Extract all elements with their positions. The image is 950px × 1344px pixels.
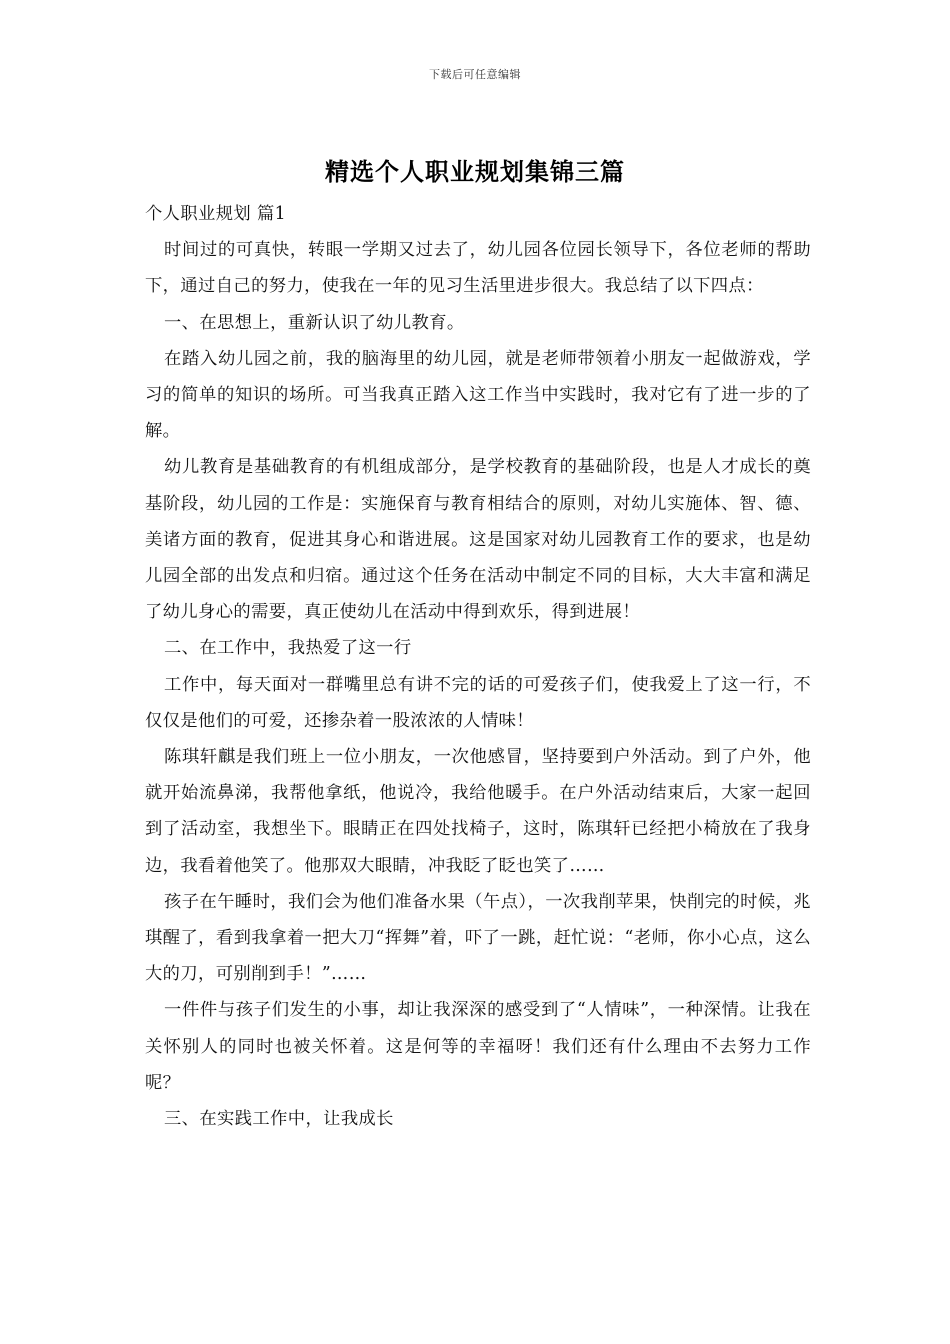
paragraph: 工作中，每天面对一群嘴里总有讲不完的话的可爱孩子们，使我爱上了这一行，不仅仅是他们的可爱，还掺杂着一股浓浓的人情味！ xyxy=(145,674,811,731)
section-heading: 一、在思想上，重新认识了幼儿教育。 xyxy=(164,312,465,333)
section-heading: 二、在工作中，我热爱了这一行 xyxy=(164,638,412,659)
paragraph: 一件件与孩子们发生的小事，却让我深深的感受到了“人情味”，一种深情。让我在关怀别人的同时也被关怀着。这是何等的幸福呀！我们还有什么理由不去努力工作呢？ xyxy=(145,1000,811,1093)
paragraph: 在踏入幼儿园之前，我的脑海里的幼儿园，就是老师带领着小朋友一起做游戏，学习的简单的知识的场所。可当我真正踏入这工作当中实践时，我对它有了进一步的了解。 xyxy=(145,348,811,442)
paragraph: 孩子在午睡时，我们会为他们准备水果（午点），一次我削苹果，快削完的时候，兆琪醒了，看到我拿着一把大刀“挥舞”着，吓了一跳，赶忙说：“老师，你小心点，这么大的刀，可别削到手！”…… xyxy=(145,891,811,985)
document-body xyxy=(145,196,811,1137)
document-subtitle: 个人职业规划 篇1 xyxy=(145,204,287,224)
header-note: 下载后可任意编辑 xyxy=(429,68,521,81)
document-title: 精选个人职业规划集锦三篇 xyxy=(325,157,625,186)
paragraph: 陈琪轩麒是我们班上一位小朋友，一次他感冒，坚持要到户外活动。到了户外，他就开始流鼻涕，我帮他拿纸，他说冷，我给他暖手。在户外活动结束后，大家一起回到了活动室，我想坐下。眼睛正在四处找椅子，这时，陈琪轩已经把小椅放在了我身边，我看着他笑了。他那双大眼睛，冲我眨了眨也笑了…… xyxy=(145,747,811,876)
paragraph: 时间过的可真快，转眼一学期又过去了，幼儿园各位园长领导下，各位老师的帮助下，通过自己的努力，使我在一年的见习生活里进步很大。我总结了以下四点： xyxy=(145,240,811,297)
paragraph: 幼儿教育是基础教育的有机组成部分，是学校教育的基础阶段，也是人才成长的奠基阶段，幼儿园的工作是：实施保育与教育相结合的原则，对幼儿实施体、智、德、美诸方面的教育，促进其身心和谐进展。这是国家对幼儿园教育工作的要求，也是幼儿园全部的出发点和归宿。通过这个任务在活动中制定不同的目标，大大丰富和满足了幼儿身心的需要，真正使幼儿在活动中得到欢乐，得到进展！ xyxy=(145,457,811,623)
section-heading: 三、在实践工作中，让我成长 xyxy=(164,1109,394,1130)
